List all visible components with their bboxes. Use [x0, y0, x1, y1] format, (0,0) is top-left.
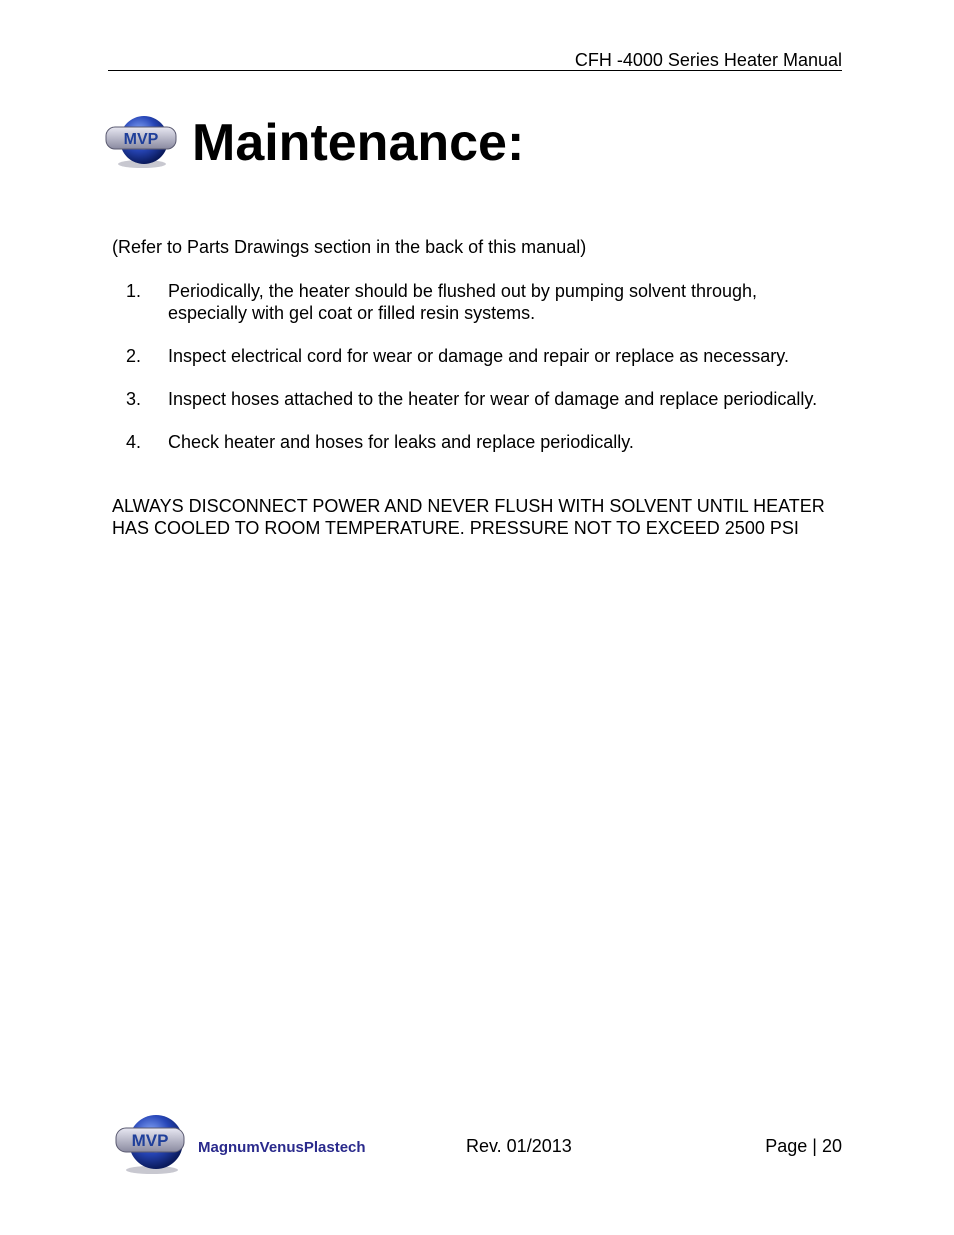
header-rule [108, 70, 842, 71]
maintenance-steps [112, 280, 832, 474]
title-logo-text: MVP [123, 131, 159, 148]
step-number: 4. [126, 432, 142, 452]
page-title: Maintenance: [192, 114, 525, 172]
list-item [112, 345, 832, 367]
reference-note: (Refer to Parts Drawings section in the back of this manual) [112, 237, 587, 257]
footer-logo-text: MVP [131, 1131, 169, 1150]
mvp-logo-icon [104, 112, 180, 170]
company-name: MagnumVenusPlastech [198, 1139, 366, 1156]
step-text: Inspect electrical cord for wear or damage and repair or replace as necessary. [168, 346, 789, 366]
list-item [112, 431, 832, 453]
step-number: 3. [126, 389, 142, 409]
step-text: Inspect hoses attached to the heater for wear of damage and replace periodically. [168, 389, 818, 409]
footer-revision: Rev. 01/2013 [466, 1136, 572, 1156]
list-item [112, 388, 832, 410]
step-text: Check heater and hoses for leaks and replace periodically. [168, 432, 634, 452]
step-number: 1. [126, 281, 142, 301]
safety-warning: ALWAYS DISCONNECT POWER AND NEVER FLUSH WITH SOLVENT UNTIL HEATER HAS COOLED TO ROOM TEMPERATURE. PRESSURE NOT TO EXCEED 2500 PSI [112, 496, 825, 538]
step-number: 2. [126, 346, 142, 366]
footer-page-number: Page | 20 [765, 1136, 842, 1156]
company-logo-icon [114, 1112, 404, 1176]
list-item [112, 280, 832, 324]
step-text: Periodically, the heater should be flushed out by pumping solvent through, especially with gel coat or filled resin systems. [168, 281, 758, 323]
header-manual-title: CFH -4000 Series Heater Manual [574, 50, 842, 70]
